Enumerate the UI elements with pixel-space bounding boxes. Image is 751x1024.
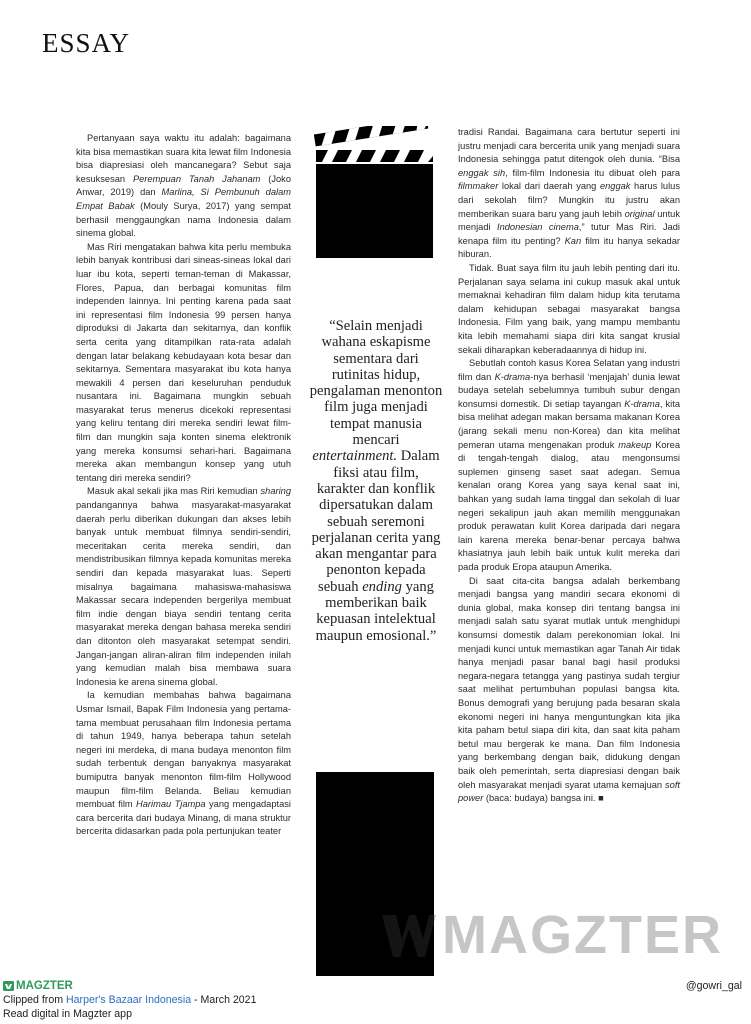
paragraph: tradisi Randai. Bagaimana cara bertutur seperti ini justru menjadi cara bercerita unik yang menjadi suara Indonesia sehingga patut ditengok oleh dunia. “Bisa enggak sih, film-film Indonesia itu dibuat oleh para filmmaker lokal dari daerah yang enggak harus lulus dari sekolah film? Mungkin itu justru akan memberikan suara baru yang jauh lebih original untuk menjadi Indonesian cinema,” tutur Mas Riri. Jadi kenapa film itu penting? Kan film itu hanya sekadar hiburan.: [458, 127, 681, 260]
end-mark-icon: ■: [598, 793, 604, 804]
paragraph: Tidak. Buat saya film itu jauh lebih penting dari itu. Perjalanan saya selama ini cukup masuk akal untuk memaknai kehadiran film dalam hidup kita terutama dalam kehidupan sebagai masyarakat bangsa Indonesia. Film yang baik, yang mampu membantu kita lebih memahami siapa diri kita sangat krusial sekali diharapkan keberadaannya di hidup ini.: [458, 262, 680, 355]
magzter-logo-icon: [380, 909, 438, 961]
magzter-logo-icon: [3, 981, 14, 991]
read-digital-text: Read digital in Magzter app: [3, 1008, 132, 1020]
pull-quote: “Selain menjadi wahana eskapisme sementara dari rutinitas hidup, pengalaman menonton film juga menjadi tempat manusia mencari entertainment. Dalam fiksi atau film, karakter dan konflik dipersatukan dalam sebuah seremoni perjalanan cerita yang akan mengantar para penonton kepada sebuah ending yang memberikan baik kepuasan intelektual maupun emosional.”: [309, 318, 443, 644]
clip-footer: [0, 978, 751, 1024]
paragraph: Di saat cita-cita bangsa adalah berkembang menjadi bangsa yang mandiri secara ekonomi di dunia global, maka konsep diri tentang bangsa ini menjadi salah satu syarat mutlak untuk menghidupi konsumsi domestik dalam perekonomian lokal. Ini menjadi kunci untuk memastikan agar Tanah Air tidak hanya menjadi pasar banal bagi hasil produksi negara-negara tetangga yang pastinya sudah tergiur saat melihat pertumbuhan populasi bangsa kita. Bonus demografi yang berujung pada besaran skala ekonomi negeri ini hanya menguntungkan kita jika kita paham betul siapa diri kita, dan saat kita paham betul mau bergerak ke mana. Dan film Indonesia yang berkembang dengan baik, didukung dengan baik oleh pemerintah, serta diapresiasi dengan baik oleh masyarakat menjadi syarat utama kemajuan soft power (baca: budaya) bangsa ini. ■: [458, 575, 680, 804]
article-column-right: [458, 126, 680, 806]
magzter-watermark: [380, 905, 723, 965]
paragraph: Ia kemudian membahas bahwa bagaimana Usmar Ismail, Bapak Film Indonesia yang pertama-tama membuat perusahaan film Indonesia pertama di tahun 1949, hanya beberapa tahun setelah negeri ini merdeka, di mana budaya menonton film sudah terbentuk dengan banyaknya masyarakat bumiputra banyak menonton film-film Hollywood maupun film-film Belanda. Beliau kemudian membuat film Harimau Tjampa yang mengadaptasi cara bercerita dari budaya Minang, di mana struktur bercerita didasarkan pada pola pertunjukan teater: [76, 690, 291, 837]
paragraph: Mas Riri mengatakan bahwa kita perlu membuka lebih banyak kontribusi dari sineas-sineas lokal dari luar ibu kota, seperti teman-teman di Makassar, Flores, Papua, dan berbagai komunitas film independen lainnya. Ini penting karena pada saat ini representasi film Indonesia 99 persen hanya diproduksi di Jakarta dan sekitarnya, dan konflik serta cerita yang ditampilkan rata-rata adalah dengan latar belakang kebudayaan kota besar dan sekitarnya. Sementara masyarakat ibu kota hanya mewakili 4 persen dari keseluruhan penduduk nusantara ini. Bagaimana mungkin sebuah masyarakat terus menerus dicekoki representasi yang keliru tentang diri mereka sendiri lewat film-film dan mungkin saja konten sinema elektronik yang mereka konsumsi sehari-hari. Bagaimana mereka akan membangun konsep yang utuh tentang diri mereka sendiri?: [76, 241, 291, 483]
section-title: ESSAY: [42, 28, 131, 58]
paragraph: Pertanyaan saya waktu itu adalah: bagaimana kita bisa memastikan suara kita lewat film Indonesia bisa diapresiasi oleh mancanegara? Sebut saja kesuksesan Perempuan Tanah Jahanam (Joko Anwar, 2019) dan Marlina, Si Pembunuh dalam Empat Babak (Mouly Surya, 2017) yang sempat berhasil menggaungkan nama Indonesia dalam sinema global.: [76, 133, 291, 239]
user-handle[interactable]: @gowri_gal: [685, 980, 742, 992]
watermark-text: MAGZTER: [442, 905, 723, 965]
footer-brand-label: MAGZTER: [16, 980, 73, 992]
paragraph: Masuk akal sekali jika mas Riri kemudian sharing pandangannya bahwa masyarakat-masyarakat daerah perlu diberikan dukungan dan akses lebih banyak untuk membuat filmnya sendiri-sendiri, meceritakan cerita mereka sendiri, dan mendistribusikan filmnya kepada komunitas mereka sendiri dan kepada masyarakat luas. Seperti misalnya bagaimana mahasiswa-mahasiswa Makassar secara independen bergerilya membuat film indie dengan biaya sendiri tentang cerita masyarakat mereka dengan bahasa mereka sendiri dan ditonton oleh masyarakat setempat sendiri. Jangan-jangan aliran-aliran film independen inilah yang kemudian malah bisa membawa suara Indonesia ke arena sinema global.: [76, 486, 291, 687]
clip-source: Clipped from Harper's Bazaar Indonesia - March 2021: [3, 994, 257, 1006]
magazine-link[interactable]: Harper's Bazaar Indonesia: [66, 994, 192, 1006]
paragraph: Sebutlah contoh kasus Korea Selatan yang industri film dan K-drama-nya berhasil ‘menjajah’ dunia lewat budaya setelah sebelumnya tumbuh subur dengan konsumsi domestik. Di setiap tayangan K-drama, kita bisa melihat adegan makan bersama makanan Korea (jarang sekali menu non-Korea) dan kita melihat pemeran utama mengenakan produk makeup Korea di tengah-tengah dialog, atau mengonsumsi suplemen ginseng saset saat adegan. Semua kenalan orang Korea yang saya kenal saat ini, bahkan yang sudah lama tinggal dan sekolah di luar negeri sekalipun jauh akan memilih menggunakan produk perawatan kulit Korea daripada dari negara lain karena mereka benar-benar percaya bahwa khasiatnya jauh lebih baik untuk kulit mereka dari pada produk Eropa ataupun Amerika.: [458, 358, 680, 572]
article-column-left: [76, 132, 291, 839]
clapperboard-icon: [314, 126, 433, 258]
footer-brand[interactable]: [3, 980, 73, 992]
